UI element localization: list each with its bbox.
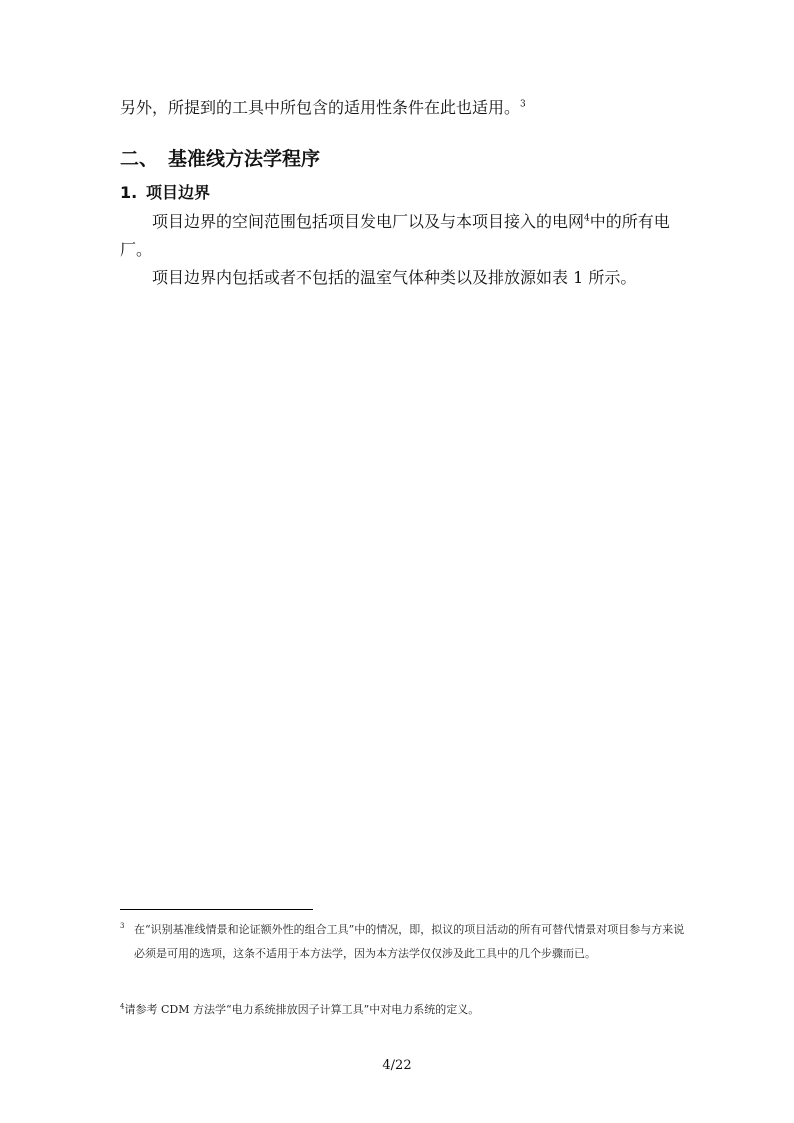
footnote-3-text: 在“识别基准线情景和论证额外性的组合工具”中的情况，即，拟议的项目活动的所有可替代情景对项目参与方来说必须是可用的选项，这条不适用于本方法学，因为本方法学仅仅涉及此工具中的几个步骤而已。 [134, 923, 685, 960]
footnote-4-mark: 4 [120, 1002, 125, 1011]
section-number: 二、 [120, 148, 159, 170]
section-heading [120, 144, 320, 171]
para2-text: 项目边界内包括或者不包括的温室气体种类以及排放源如表 1 所示。 [152, 268, 637, 287]
ghg-sources-paragraph [120, 264, 680, 292]
subsection-number: 1. [120, 183, 138, 202]
subsection-heading [120, 180, 210, 203]
intro-paragraph [120, 94, 680, 122]
para1-text-b: 中的所有电厂。 [120, 212, 670, 259]
intro-text: 另外，所提到的工具中所包含的适用性条件在此也适用。 [120, 98, 521, 117]
footnote-3: $^3$ 在“识别基准线情景和论证额外性的组合工具”中的情况，即，拟议的项目活动的所有可替代情景对项目参与方来说必须是可用的选项，这条不适用于本方法学，因为本方法学仅仅涉及此工具中的几个步骤而已。 [120, 922, 685, 960]
footnote-4-text: 请参考 CDM 方法学“电力系统排放因子计算工具”中对电力系统的定义。 [124, 1003, 480, 1016]
footnote-ref-4[interactable]: 4 [584, 213, 590, 224]
subsection-title: 项目边界 [146, 183, 211, 202]
footnote-separator [120, 909, 313, 910]
para1-text-a: 项目边界的空间范围包括项目发电厂以及与本项目接入的电网 [152, 212, 585, 231]
footnote-4 [120, 998, 676, 1022]
page-number: 4/22 [382, 1058, 412, 1073]
footnote-ref-3[interactable]: 3 [520, 99, 526, 110]
section-title: 基准线方法学程序 [168, 148, 321, 170]
project-boundary-paragraph [120, 208, 680, 264]
